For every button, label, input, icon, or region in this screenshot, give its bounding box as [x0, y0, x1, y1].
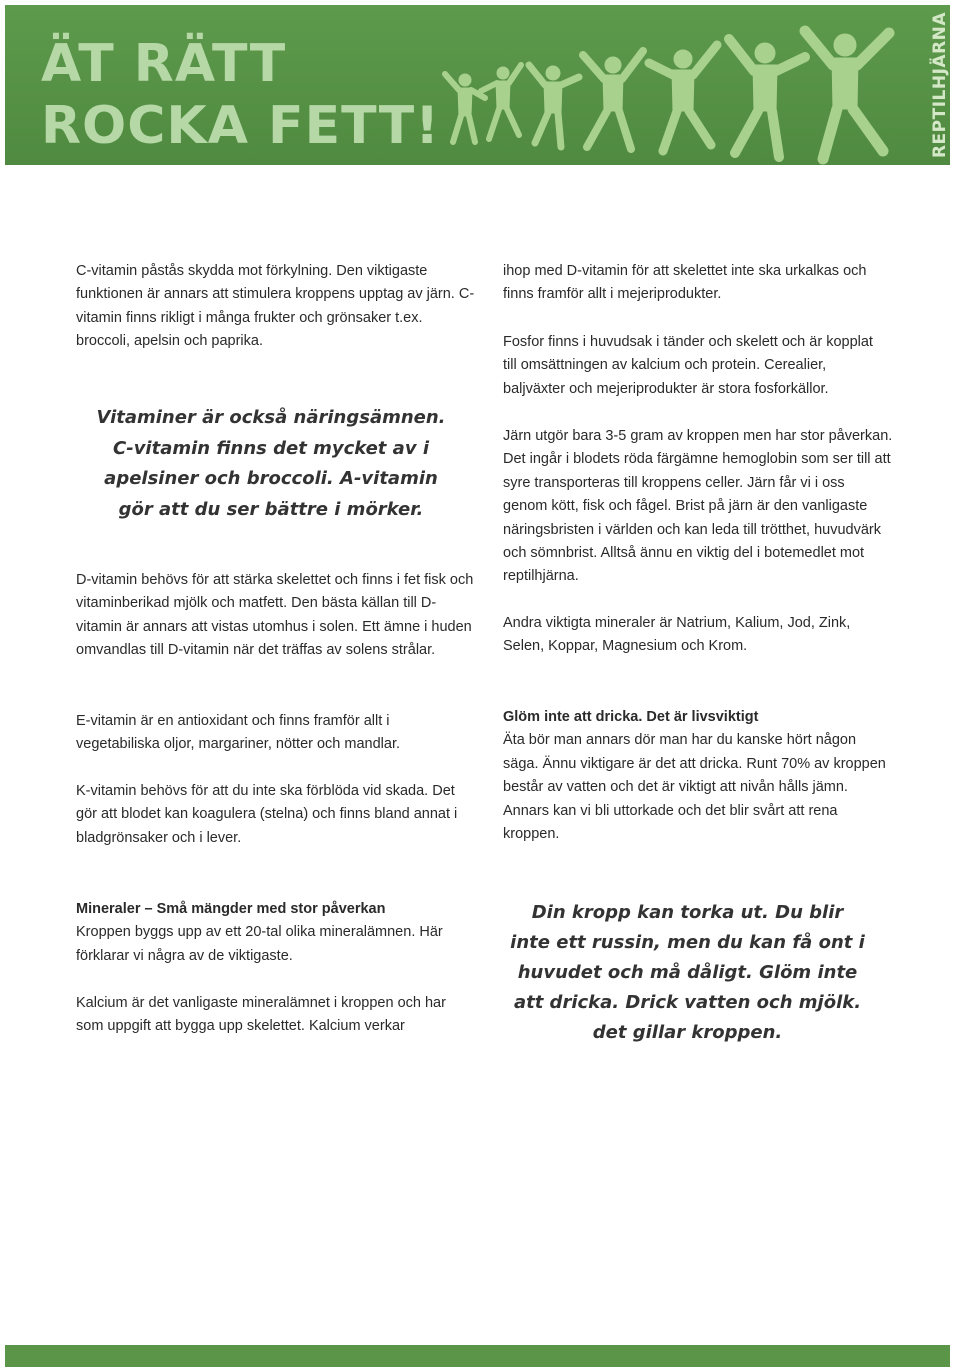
- other-minerals-paragraph: Andra viktigta mineraler är Natrium, Kalium, Jod, Zink, Selen, Koppar, Magnesium och Krom.: [503, 615, 851, 655]
- drink-heading: Glöm inte att dricka. Det är livsviktigt: [503, 709, 759, 725]
- dancer-figure: [529, 65, 579, 147]
- calcium-continued-paragraph: ihop med D-vitamin för att skelettet inte ska urkalkas och finns framför allt i mejeriprodukter.: [503, 263, 867, 303]
- vitamin-k-paragraph: K-vitamin behövs för att du inte ska förblöda vid skada. Det gör att blodet kan koagulera (stelna) och finns bland annat i bladgrönsaker och i lever.: [76, 783, 458, 846]
- dancer-figure: [805, 31, 889, 159]
- footer-bar: [5, 1345, 950, 1367]
- pull-quote-vitamins: Vitaminer är också näringsämnen. C-vitamin finns det mycket av i apelsiner och broccoli. A-vitamin gör att du ser bättre i mörker.: [96, 407, 446, 520]
- drink-body: Äta bör man annars dör man har du kanske hört någon säga. Ännu viktigare är det att dricka. Runt 70% av kroppen består av vatten och det är viktigt att nivån hålls jämn. Annars kan vi bli uttorkade och det blir svårt att rena kroppen.: [503, 732, 886, 843]
- minerals-section: [76, 898, 466, 968]
- minerals-intro: Kroppen byggs upp av ett 20-tal olika mineralämnen. Här förklarar vi några av de viktigaste.: [76, 924, 443, 964]
- dancer-figure: [729, 39, 805, 157]
- drink-section: [503, 706, 888, 846]
- section-label: REPTILHJÄRNA: [930, 11, 951, 159]
- dancer-figure: [445, 74, 485, 142]
- calcium-paragraph: Kalcium är det vanligaste mineralämnet i kroppen och har som uppgift att bygga upp skelettet. Kalcium verkar: [76, 995, 446, 1035]
- dancer-figure: [481, 65, 521, 139]
- vitamin-d-paragraph: D-vitamin behövs för att stärka skelettet och finns i fet fisk och vitaminberikad mjölk och matfett. Den bästa källan till D-vitamin är annars att vistas utomhus i solen. Ett ämne i huden omvandlas till D-vitamin när det träffas av solens strålar.: [76, 572, 474, 659]
- header-banner: [5, 5, 950, 165]
- pull-quote-drink: Din kropp kan torka ut. Du blir inte ett russin, men du kan få ont i huvudet och må dåligt. Glöm inte att dricka. Drick vatten och mjölk. det gillar kroppen.: [510, 902, 865, 1043]
- title-line-2: ROCKA FETT!: [41, 96, 440, 156]
- vitamin-c-paragraph: C-vitamin påstås skydda mot förkylning. Den viktigaste funktionen är annars att stimulera kroppens upptag av järn. C-vitamin finns rikligt i många frukter och grönsaker t.ex. broccoli, apelsin och paprika.: [76, 263, 475, 350]
- page-title: [41, 33, 440, 157]
- dancer-figure: [649, 45, 717, 151]
- phosphorus-paragraph: Fosfor finns i huvudsak i tänder och skelett och är kopplat till omsättningen av kalcium och protein. Cerealier, baljväxter och mejeriprodukter är stora fosforkällor.: [503, 334, 873, 397]
- dancing-figures-illustration: [435, 17, 905, 167]
- vitamin-e-paragraph: E-vitamin är en antioxidant och finns framför allt i vegetabiliska oljor, margariner, nötter och mandlar.: [76, 713, 401, 753]
- dancer-figure: [583, 51, 643, 149]
- title-line-1: ÄT RÄTT: [41, 34, 287, 94]
- minerals-heading: Mineraler – Små mängder med stor påverkan: [76, 901, 386, 917]
- iron-paragraph: Järn utgör bara 3-5 gram av kroppen men har stor påverkan. Det ingår i blodets röda färgämne hemoglobin som ser till att syre transporteras till kroppens celler. Järn får vi i oss genom kött, fisk och fågel. Brist på järn är den vanligaste näringsbristen i världen och kan leda till trötthet, huvudvärk och sömnbrist. Alltså ännu en viktig del i botemedlet mot reptilhjärna.: [503, 428, 893, 585]
